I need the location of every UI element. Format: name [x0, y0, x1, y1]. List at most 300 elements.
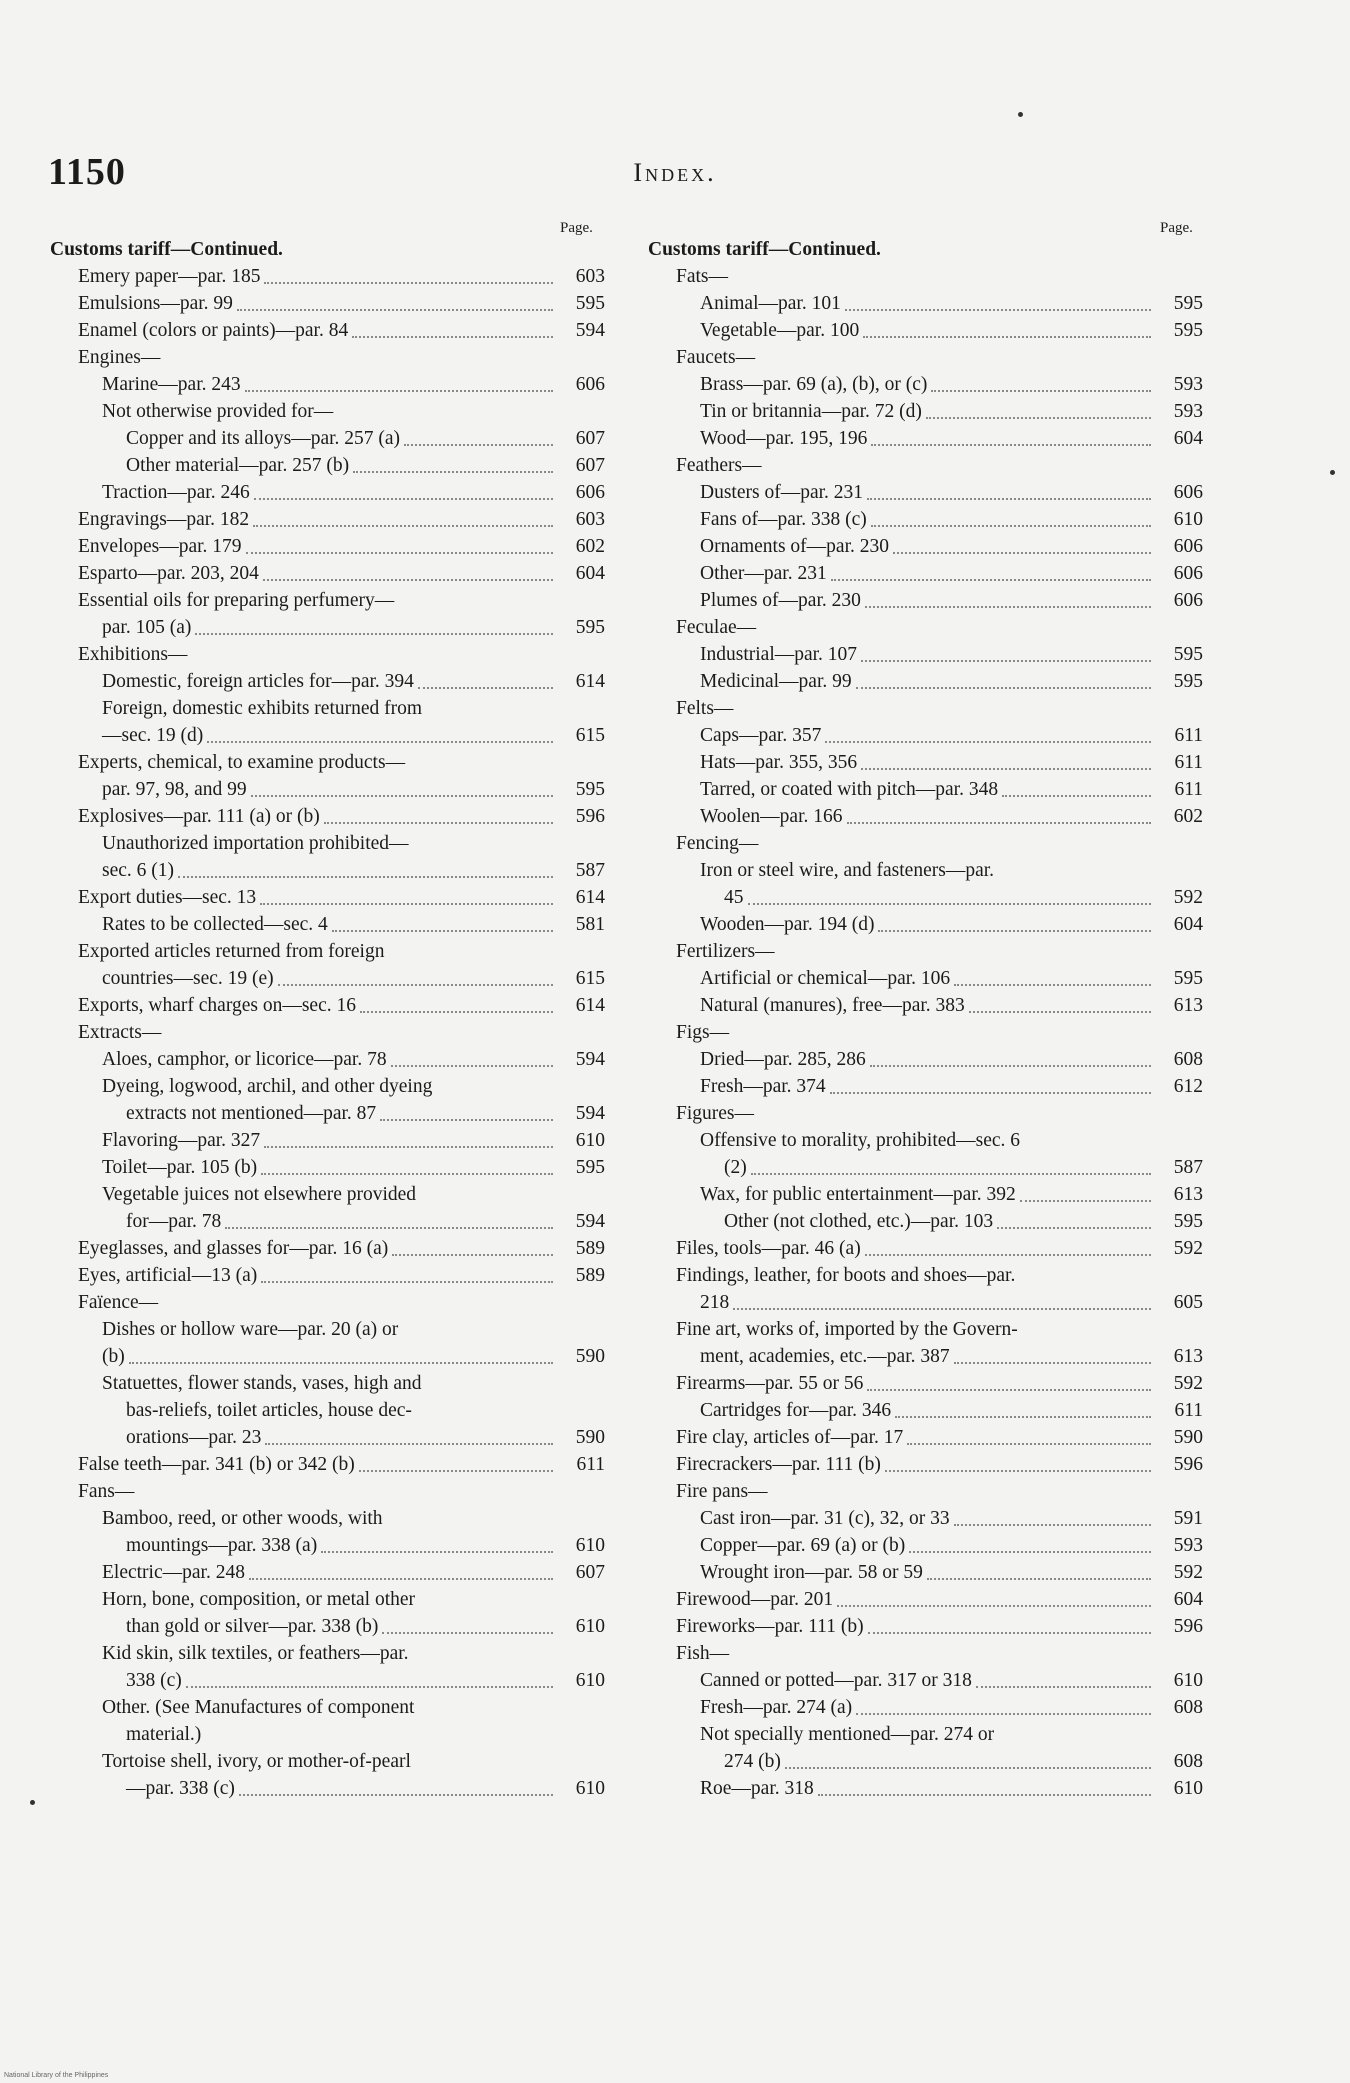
index-entry	[50, 1181, 605, 1208]
index-entry	[648, 830, 1203, 857]
index-entry-text: Vegetable—par. 100	[700, 320, 860, 341]
index-entry-text: Cast iron—par. 31 (c), 32, or 33	[700, 1508, 950, 1529]
index-entry-text: (b)	[102, 1346, 125, 1367]
index-entry-text: Fans of—par. 338 (c)	[700, 509, 867, 530]
index-entry	[50, 425, 605, 452]
index-page-number: 606	[575, 482, 605, 503]
index-entry-text: Experts, chemical, to examine products—	[78, 752, 406, 773]
index-entry-text: Wood—par. 195, 196	[700, 428, 868, 449]
index-page-number: 604	[1173, 1589, 1203, 1610]
index-page-number: 594	[575, 1049, 605, 1070]
dot-leader	[954, 984, 1151, 986]
index-entry	[50, 668, 605, 695]
index-entry-text: Wooden—par. 194 (d)	[700, 914, 875, 935]
dot-leader	[352, 336, 553, 338]
index-entry	[50, 1721, 605, 1748]
index-entry	[50, 965, 605, 992]
index-entry-text: Flavoring—par. 327	[102, 1130, 261, 1151]
index-entry-text: Ornaments of—par. 230	[700, 536, 890, 557]
index-page-number: 595	[575, 293, 605, 314]
print-speck	[30, 1800, 35, 1805]
dot-leader	[907, 1443, 1151, 1445]
index-page-number: 614	[575, 671, 605, 692]
index-page-number: 611	[1174, 725, 1203, 746]
index-entry-text: Fish—	[676, 1643, 730, 1664]
index-entry-text: Feathers—	[676, 455, 762, 476]
dot-leader	[392, 1254, 553, 1256]
index-entry	[50, 1505, 605, 1532]
dot-leader	[830, 1092, 1151, 1094]
index-entry-text: Cartridges for—par. 346	[700, 1400, 892, 1421]
index-page-number: 610	[575, 1130, 605, 1151]
index-entry	[648, 1181, 1203, 1208]
index-entry	[50, 884, 605, 911]
index-entry-text: Fresh—par. 374	[700, 1076, 826, 1097]
index-entry	[50, 1316, 605, 1343]
page-title: Index.	[633, 158, 717, 187]
index-page-number: 605	[1173, 1292, 1203, 1313]
index-page-number: 604	[575, 563, 605, 584]
index-page-number: 607	[575, 455, 605, 476]
index-page-number: 581	[575, 914, 605, 935]
index-entry-text: Industrial—par. 107	[700, 644, 858, 665]
dot-leader	[895, 1416, 1151, 1418]
dot-leader	[380, 1119, 553, 1121]
index-entry	[50, 992, 605, 1019]
dot-leader	[1002, 795, 1151, 797]
index-entry	[50, 1073, 605, 1100]
index-entry	[648, 1640, 1203, 1667]
index-page-number: 613	[1173, 995, 1203, 1016]
index-entry	[50, 1613, 605, 1640]
index-page-number: 590	[1173, 1427, 1203, 1448]
index-entry-text: Dusters of—par. 231	[700, 482, 864, 503]
index-entry-text: Electric—par. 248	[102, 1562, 245, 1583]
index-entry	[648, 992, 1203, 1019]
index-entry	[648, 1235, 1203, 1262]
index-entry	[648, 452, 1203, 479]
index-entry-text: Fine art, works of, imported by the Govern-	[676, 1319, 1018, 1340]
dot-leader	[225, 1227, 553, 1229]
index-entry	[50, 695, 605, 722]
index-entry-text: Fire pans—	[676, 1481, 768, 1502]
index-entry	[648, 1478, 1203, 1505]
index-entry	[648, 1100, 1203, 1127]
index-page-number: 592	[1173, 887, 1203, 908]
index-entry-text: Traction—par. 246	[102, 482, 250, 503]
index-entry	[648, 1775, 1203, 1802]
index-page-number: 591	[1173, 1508, 1203, 1529]
index-entry-text: Tarred, or coated with pitch—par. 348	[700, 779, 999, 800]
index-entry	[648, 533, 1203, 560]
index-entry	[648, 1316, 1203, 1343]
dot-leader	[261, 1281, 553, 1283]
dot-leader	[207, 741, 553, 743]
index-entry-text: Customs tariff—Continued.	[648, 239, 881, 260]
index-entry-text: Hats—par. 355, 356	[700, 752, 858, 773]
dot-leader	[261, 1173, 553, 1175]
index-entry-text: Tortoise shell, ivory, or mother-of-pearl	[102, 1751, 411, 1772]
index-entry	[648, 263, 1203, 290]
index-entry	[648, 884, 1203, 911]
index-page-number: 594	[575, 1103, 605, 1124]
index-entry-text: Esparto—par. 203, 204	[78, 563, 259, 584]
index-entry	[648, 1370, 1203, 1397]
index-entry	[50, 1640, 605, 1667]
index-entry-text: Other material—par. 257 (b)	[126, 455, 350, 476]
index-entry-text: Toilet—par. 105 (b)	[102, 1157, 258, 1178]
index-page-number: 602	[575, 536, 605, 557]
dot-leader	[954, 1362, 1151, 1364]
dot-leader	[893, 552, 1151, 554]
index-entry	[648, 344, 1203, 371]
index-entry	[50, 1154, 605, 1181]
index-page-number: 608	[1173, 1697, 1203, 1718]
index-entry	[648, 857, 1203, 884]
index-page-number: 587	[1173, 1157, 1203, 1178]
index-entry	[50, 1208, 605, 1235]
index-page-number: 595	[1173, 1211, 1203, 1232]
index-entry-text: extracts not mentioned—par. 87	[126, 1103, 377, 1124]
index-entry	[648, 1505, 1203, 1532]
index-entry	[50, 344, 605, 371]
index-page-number: 592	[1173, 1562, 1203, 1583]
section-heading	[50, 236, 605, 263]
dot-leader	[249, 1578, 553, 1580]
index-page-number: 596	[1173, 1454, 1203, 1475]
index-entry-text: Figures—	[676, 1103, 754, 1124]
index-entry-text: Fire clay, articles of—par. 17	[676, 1427, 904, 1448]
index-entry-text: Export duties—sec. 13	[78, 887, 257, 908]
index-entry-text: Natural (manures), free—par. 383	[700, 995, 965, 1016]
index-entry-text: Canned or potted—par. 317 or 318	[700, 1670, 972, 1691]
index-entry-text: countries—sec. 19 (e)	[102, 968, 274, 989]
index-entry	[648, 965, 1203, 992]
index-entry-text: Exports, wharf charges on—sec. 16	[78, 995, 356, 1016]
index-entry	[50, 1046, 605, 1073]
index-page-number: 606	[1173, 482, 1203, 503]
dot-leader	[856, 687, 1151, 689]
index-entry-text: Bamboo, reed, or other woods, with	[102, 1508, 383, 1529]
index-page-number: 607	[575, 1562, 605, 1583]
dot-leader	[359, 1470, 553, 1472]
dot-leader	[264, 282, 553, 284]
index-entry-text: (2)	[724, 1157, 747, 1178]
index-entry	[648, 614, 1203, 641]
index-entry-text: False teeth—par. 341 (b) or 342 (b)	[78, 1454, 355, 1475]
index-entry-text: Customs tariff—Continued.	[50, 239, 283, 260]
index-entry-text: Foreign, domestic exhibits returned from	[102, 698, 423, 719]
index-page-number: 589	[575, 1238, 605, 1259]
dot-leader	[278, 984, 553, 986]
dot-leader	[825, 741, 1151, 743]
index-entry	[50, 803, 605, 830]
index-entry	[50, 398, 605, 425]
index-entry-text: mountings—par. 338 (a)	[126, 1535, 318, 1556]
index-page-number: 587	[575, 860, 605, 881]
index-entry-text: Caps—par. 357	[700, 725, 822, 746]
index-entry-text: Extracts—	[78, 1022, 162, 1043]
dot-leader	[845, 309, 1151, 311]
index-page-number: 614	[575, 887, 605, 908]
index-entry-text: Explosives—par. 111 (a) or (b)	[78, 806, 320, 827]
index-entry-text: Felts—	[676, 698, 734, 719]
dot-leader	[263, 579, 553, 581]
index-page-number: 595	[575, 779, 605, 800]
index-entry	[50, 1451, 605, 1478]
index-entry	[648, 1073, 1203, 1100]
index-entry-text: Enamel (colors or paints)—par. 84	[78, 320, 349, 341]
section-heading	[648, 236, 1203, 263]
dot-leader	[868, 1632, 1151, 1634]
dot-leader	[818, 1794, 1151, 1796]
index-entry-text: Firewood—par. 201	[676, 1589, 834, 1610]
dot-leader	[360, 1011, 553, 1013]
index-entry	[50, 749, 605, 776]
index-entry	[648, 1559, 1203, 1586]
index-entry	[648, 317, 1203, 344]
index-entry-text: Exhibitions—	[78, 644, 188, 665]
index-entry-text: Engravings—par. 182	[78, 509, 250, 530]
dot-leader	[837, 1605, 1151, 1607]
index-page-number: 615	[575, 968, 605, 989]
index-page-number: 611	[576, 1454, 605, 1475]
index-entry	[648, 1019, 1203, 1046]
index-entry	[50, 830, 605, 857]
index-entry-text: Marine—par. 243	[102, 374, 241, 395]
index-entry-text: Fertilizers—	[676, 941, 775, 962]
dot-leader	[751, 1173, 1151, 1175]
index-page-number: 593	[1173, 374, 1203, 395]
print-speck	[1018, 112, 1023, 117]
dot-leader	[260, 903, 553, 905]
index-entry	[648, 506, 1203, 533]
page-column-label-left: Page.	[560, 220, 593, 236]
dot-leader	[926, 417, 1151, 419]
index-entry	[648, 803, 1203, 830]
dot-leader	[856, 1713, 1151, 1715]
dot-leader	[251, 795, 553, 797]
dot-leader	[861, 660, 1151, 662]
index-entry-text: Not specially mentioned—par. 274 or	[700, 1724, 995, 1745]
index-page-number: 606	[1173, 590, 1203, 611]
index-entry	[648, 425, 1203, 452]
index-page-number: 595	[575, 1157, 605, 1178]
index-entry	[50, 1667, 605, 1694]
index-entry-text: Roe—par. 318	[700, 1778, 814, 1799]
index-entry	[50, 1775, 605, 1802]
page-column-label-right: Page.	[1160, 220, 1193, 236]
dot-leader	[186, 1686, 553, 1688]
dot-leader	[927, 1578, 1151, 1580]
index-entry	[648, 1613, 1203, 1640]
index-entry-text: Rates to be collected—sec. 4	[102, 914, 328, 935]
index-entry	[648, 1748, 1203, 1775]
index-entry-text: Horn, bone, composition, or metal other	[102, 1589, 416, 1610]
index-entry	[50, 1262, 605, 1289]
index-page-number: 615	[575, 725, 605, 746]
index-entry-text: Dyeing, logwood, archil, and other dyeing	[102, 1076, 433, 1097]
index-entry	[50, 560, 605, 587]
index-page-number: 613	[1173, 1346, 1203, 1367]
index-entry-text: Eyes, artificial—13 (a)	[78, 1265, 258, 1286]
index-entry	[50, 1748, 605, 1775]
dot-leader	[871, 444, 1151, 446]
dot-leader	[246, 552, 553, 554]
index-entry-text: Eyeglasses, and glasses for—par. 16 (a)	[78, 1238, 389, 1259]
index-entry-text: Firecrackers—par. 111 (b)	[676, 1454, 881, 1475]
index-column-left	[50, 236, 605, 1802]
index-entry	[50, 1289, 605, 1316]
index-page-number: 608	[1173, 1751, 1203, 1772]
index-entry	[50, 587, 605, 614]
index-entry	[50, 1532, 605, 1559]
index-entry-text: Firearms—par. 55 or 56	[676, 1373, 864, 1394]
index-page-number: 593	[1173, 1535, 1203, 1556]
index-entry	[648, 587, 1203, 614]
index-entry	[648, 1721, 1203, 1748]
dot-leader	[321, 1551, 553, 1553]
index-entry	[50, 317, 605, 344]
index-page-number: 606	[575, 374, 605, 395]
dot-leader	[253, 525, 553, 527]
index-entry-text: Aloes, camphor, or licorice—par. 78	[102, 1049, 387, 1070]
index-page-number: 606	[1173, 536, 1203, 557]
dot-leader	[878, 930, 1151, 932]
index-page-number: 610	[1173, 1778, 1203, 1799]
page-number: 1150	[48, 151, 126, 193]
index-entry	[648, 1208, 1203, 1235]
index-entry	[648, 749, 1203, 776]
dot-leader	[831, 579, 1151, 581]
index-entry	[50, 506, 605, 533]
index-entry-text: Medicinal—par. 99	[700, 671, 852, 692]
index-entry	[50, 1586, 605, 1613]
index-page-number: 596	[1173, 1616, 1203, 1637]
index-page-number: 595	[1173, 968, 1203, 989]
index-entry	[50, 371, 605, 398]
index-entry-text: Other. (See Manufactures of component	[102, 1697, 415, 1718]
dot-leader	[847, 822, 1152, 824]
index-entry-text: Copper—par. 69 (a) or (b)	[700, 1535, 906, 1556]
index-entry-text: Not otherwise provided for—	[102, 401, 334, 422]
index-entry-text: material.)	[126, 1724, 202, 1745]
index-entry-text: Brass—par. 69 (a), (b), or (c)	[700, 374, 928, 395]
dot-leader	[867, 1389, 1151, 1391]
index-entry	[50, 857, 605, 884]
index-entry-text: Feculae—	[676, 617, 757, 638]
dot-leader	[870, 1065, 1151, 1067]
index-entry-text: Woolen—par. 166	[700, 806, 843, 827]
index-entry	[648, 1424, 1203, 1451]
dot-leader	[239, 1794, 553, 1796]
index-entry-text: Vegetable juices not elsewhere provided	[102, 1184, 417, 1205]
index-entry	[648, 911, 1203, 938]
dot-leader	[324, 822, 553, 824]
index-entry-text: 218	[700, 1292, 730, 1313]
index-entry-text: Figs—	[676, 1022, 730, 1043]
dot-leader	[885, 1470, 1151, 1472]
index-entry-text: Fans—	[78, 1481, 135, 1502]
index-entry-text: Iron or steel wire, and fasteners—par.	[700, 860, 995, 881]
dot-leader	[969, 1011, 1151, 1013]
index-entry-text: Emulsions—par. 99	[78, 293, 233, 314]
dot-leader	[867, 498, 1151, 500]
index-entry-text: Offensive to morality, prohibited—sec. 6	[700, 1130, 1021, 1151]
dot-leader	[997, 1227, 1151, 1229]
dot-leader	[353, 471, 553, 473]
index-entry	[648, 290, 1203, 317]
index-entry-text: 274 (b)	[724, 1751, 781, 1772]
dot-leader	[418, 687, 553, 689]
index-entry-text: 45	[724, 887, 744, 908]
index-entry	[648, 695, 1203, 722]
index-page-number: 610	[1173, 1670, 1203, 1691]
dot-leader	[909, 1551, 1151, 1553]
index-entry	[648, 560, 1203, 587]
dot-leader	[178, 876, 553, 878]
dot-leader	[931, 390, 1151, 392]
index-entry-text: Engines—	[78, 347, 161, 368]
index-entry	[648, 776, 1203, 803]
index-entry	[648, 1694, 1203, 1721]
index-page-number: 604	[1173, 914, 1203, 935]
dot-leader	[865, 1254, 1151, 1256]
index-entry	[50, 290, 605, 317]
index-entry	[648, 1397, 1203, 1424]
index-entry	[50, 1559, 605, 1586]
index-entry-text: Emery paper—par. 185	[78, 266, 261, 287]
index-entry-text: Findings, leather, for boots and shoes—par.	[676, 1265, 1016, 1286]
index-entry-text: —par. 338 (c)	[126, 1778, 235, 1799]
index-page-number: 595	[1173, 644, 1203, 665]
index-entry	[648, 668, 1203, 695]
index-entry-text: —sec. 19 (d)	[102, 725, 204, 746]
index-entry-text: 338 (c)	[126, 1670, 182, 1691]
index-entry-text: Dishes or hollow ware—par. 20 (a) or	[102, 1319, 399, 1340]
index-entry-text: Essential oils for preparing perfumery—	[78, 590, 395, 611]
index-entry	[50, 614, 605, 641]
index-entry	[50, 1100, 605, 1127]
index-entry	[648, 1289, 1203, 1316]
dot-leader	[861, 768, 1151, 770]
dot-leader	[264, 1146, 553, 1148]
index-entry-text: Other—par. 231	[700, 563, 827, 584]
index-entry	[50, 776, 605, 803]
dot-leader	[748, 903, 1152, 905]
index-page-number: 594	[575, 320, 605, 341]
index-entry-text: par. 97, 98, and 99	[102, 779, 247, 800]
index-entry	[648, 1451, 1203, 1478]
index-entry	[50, 938, 605, 965]
index-entry	[648, 1667, 1203, 1694]
index-entry	[50, 452, 605, 479]
index-page-number: 594	[575, 1211, 605, 1232]
index-entry	[648, 641, 1203, 668]
index-entry	[648, 1046, 1203, 1073]
index-entry-text: sec. 6 (1)	[102, 860, 175, 881]
index-entry-text: orations—par. 23	[126, 1427, 262, 1448]
index-page-number: 613	[1173, 1184, 1203, 1205]
index-entry-text: par. 105 (a)	[102, 617, 192, 638]
dot-leader	[265, 1443, 553, 1445]
index-entry	[648, 1343, 1203, 1370]
dot-leader	[237, 309, 553, 311]
index-page-number: 611	[1174, 779, 1203, 800]
index-entry-text: Wax, for public entertainment—par. 392	[700, 1184, 1016, 1205]
index-page-number: 611	[1174, 752, 1203, 773]
index-page-number: 603	[575, 266, 605, 287]
